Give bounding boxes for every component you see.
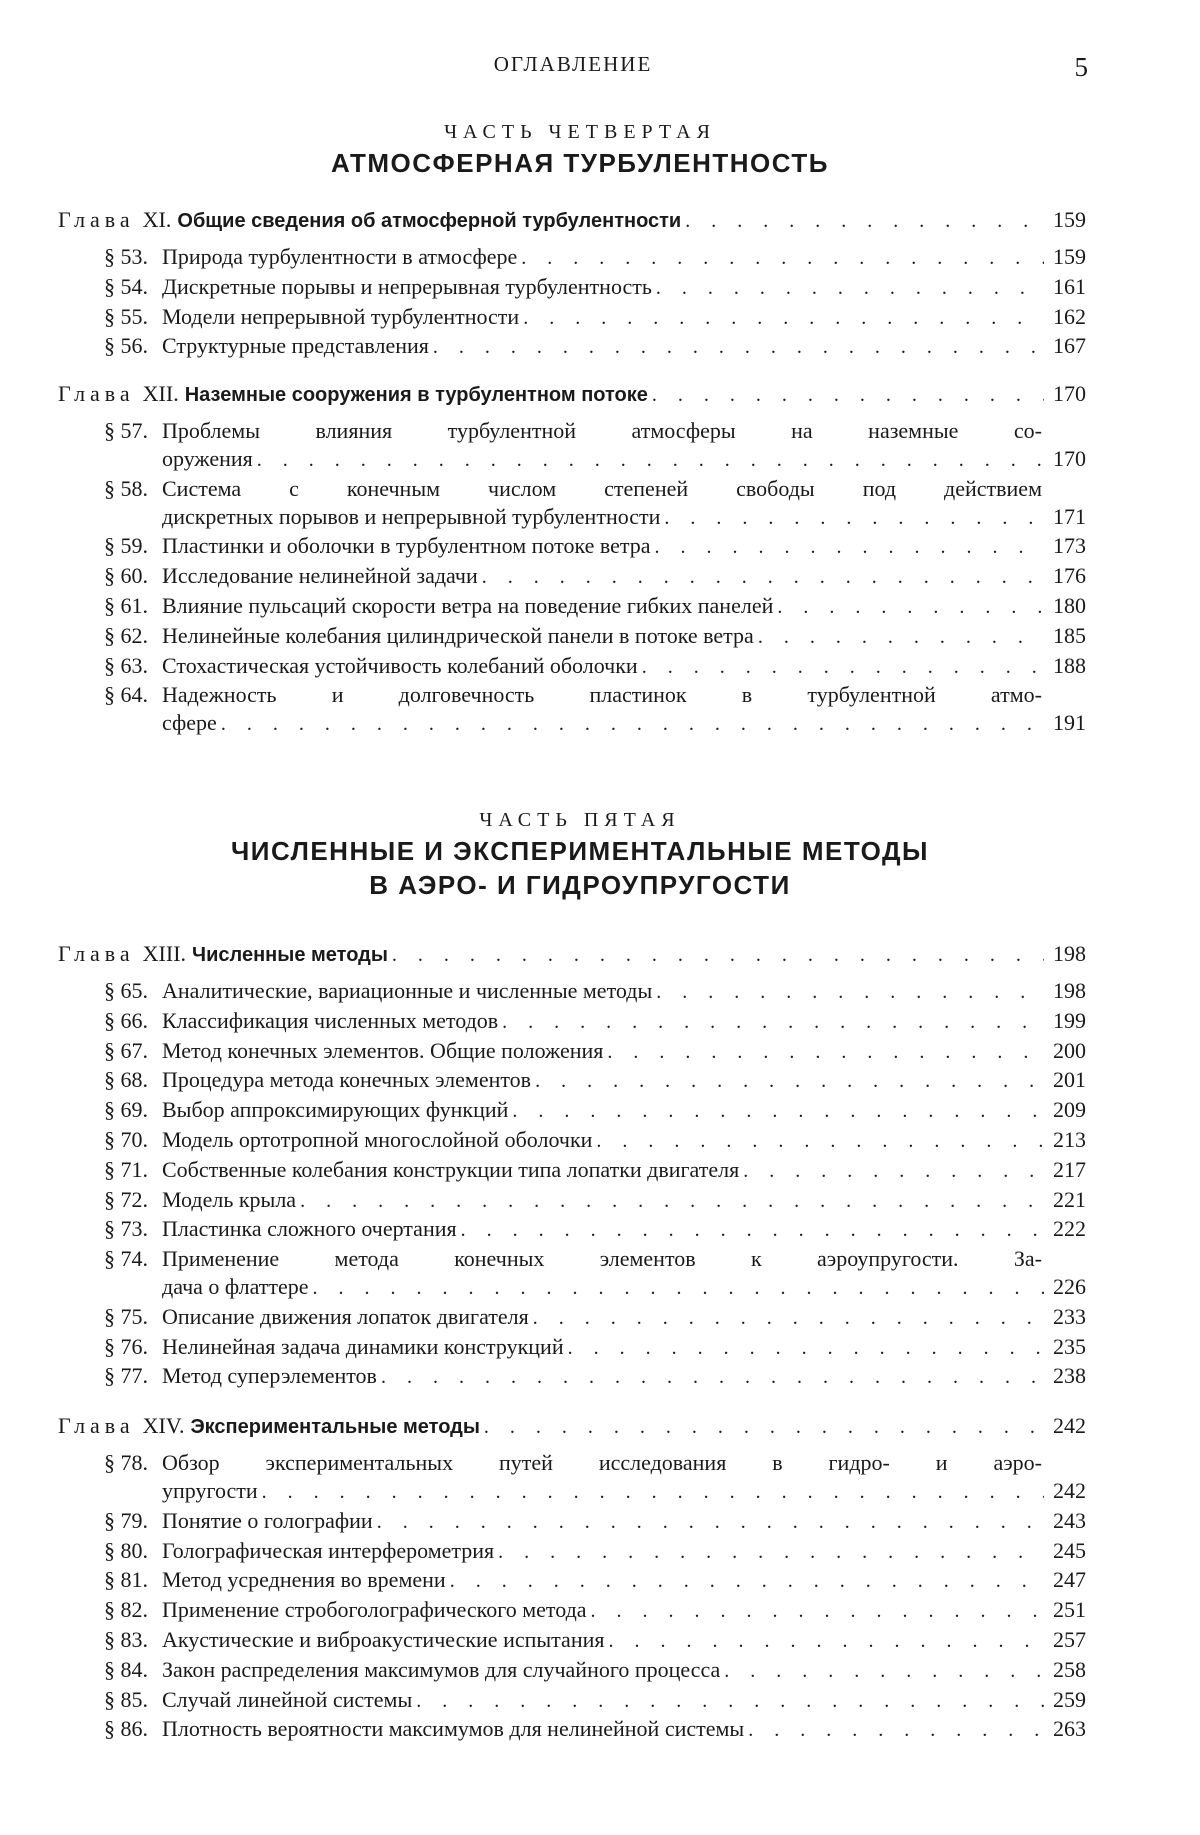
section-number: § 68.: [104, 1067, 148, 1093]
section-body: [162, 1362, 1086, 1392]
toc-entry: [58, 977, 1086, 1007]
section-title: Пластинки и оболочки в турбулентном потоке ветра: [162, 533, 651, 559]
toc-entry: [58, 1037, 1086, 1067]
dot-leader: [381, 1364, 1044, 1392]
section-body: [162, 332, 1086, 362]
dot-leader: [416, 1688, 1044, 1716]
part-title: ЧИСЛЕННЫЕ И ЭКСПЕРИМЕНТАЛЬНЫЕ МЕТОДЫ: [231, 836, 929, 866]
section-title-line1: Надежность и долговечность пластинок в турбулентной атмо-: [162, 682, 1042, 708]
section-page: 233: [1053, 1303, 1086, 1329]
toc-entry: [58, 273, 1086, 303]
dot-leader: [748, 1717, 1044, 1745]
page-number: 5: [1074, 52, 1088, 82]
section-number: § 55.: [104, 303, 148, 329]
dot-leader: [596, 1128, 1044, 1156]
section-title: Акустические и виброакустические испытания: [162, 1626, 605, 1652]
section-body: [162, 1333, 1086, 1363]
section-title: Процедура метода конечных элементов: [162, 1067, 532, 1093]
section-page: 251: [1053, 1597, 1086, 1623]
toc-entry: [58, 1007, 1086, 1037]
section-body: [162, 1656, 1086, 1686]
section-body: [162, 1507, 1086, 1537]
section-page: 259: [1053, 1686, 1086, 1712]
chapter-block: [58, 206, 1086, 362]
section-title: Влияние пульсаций скорости ветра на поведение гибких панелей: [162, 592, 774, 618]
section-number: § 74.: [104, 1246, 148, 1272]
section-body: [162, 303, 1086, 333]
chapter-title: Наземные сооружения в турбулентном потоке: [184, 384, 648, 407]
dot-leader: [656, 275, 1044, 303]
section-number: § 81.: [104, 1567, 148, 1593]
section-body: [162, 562, 1086, 592]
section-number: § 77.: [104, 1363, 148, 1389]
section-number: § 66.: [104, 1007, 148, 1033]
section-body: [162, 243, 1086, 273]
chapter-number: XIII.: [142, 941, 187, 966]
dot-leader: [502, 1009, 1044, 1037]
chapter-number: XI.: [142, 207, 172, 232]
toc-entry: [58, 1126, 1086, 1156]
chapter-prefix: Глава: [58, 381, 135, 407]
section-page: 167: [1053, 333, 1086, 359]
section-body: [162, 1156, 1086, 1186]
toc-entry: [58, 592, 1086, 622]
toc-entry: [58, 1186, 1086, 1216]
dot-leader: [521, 245, 1044, 273]
section-body: [162, 1037, 1086, 1067]
section-page: 200: [1053, 1037, 1086, 1063]
running-header: [58, 52, 1088, 86]
part-title: В АЭРО- И ГИДРОУПРУГОСТИ: [369, 870, 791, 900]
toc-entry: [58, 1245, 1086, 1303]
section-title-line1: Проблемы влияния турбулентной атмосферы на наземные со-: [162, 418, 1042, 444]
dot-leader: [523, 305, 1044, 333]
toc-entry: [58, 475, 1086, 533]
section-number: § 58.: [104, 475, 148, 501]
part-title: АТМОСФЕРНАЯ ТУРБУЛЕНТНОСТЬ: [331, 148, 829, 178]
section-title: Описание движения лопаток двигателя: [162, 1303, 529, 1329]
dot-leader: [568, 1335, 1044, 1363]
section-number: § 56.: [104, 333, 148, 359]
section-title-line2: [162, 709, 1086, 739]
toc-entry: [58, 1507, 1086, 1537]
toc-entry: [58, 1686, 1086, 1716]
section-title: упругости: [162, 1477, 258, 1503]
dot-leader: [652, 381, 1044, 409]
toc-entry: [58, 1333, 1086, 1363]
section-title: Модель ортотропной многослойной оболочки: [162, 1126, 593, 1152]
toc-entry: [58, 1156, 1086, 1186]
dot-leader: [512, 1098, 1044, 1126]
section-title: Структурные представления: [162, 333, 429, 359]
section-title: Нелинейная задача динамики конструкций: [162, 1333, 564, 1359]
section-page: 201: [1053, 1067, 1086, 1093]
section-number: § 69.: [104, 1097, 148, 1123]
section-body: [162, 1626, 1086, 1656]
chapter-prefix: Глава: [58, 941, 135, 966]
toc-entry: [58, 1596, 1086, 1626]
section-title: Дискретные порывы и непрерывная турбулентность: [162, 273, 652, 299]
section-number: § 71.: [104, 1156, 148, 1182]
dot-leader: [685, 207, 1044, 235]
section-list: [58, 977, 1086, 1392]
dot-leader: [533, 1305, 1044, 1333]
dot-leader: [743, 1158, 1044, 1186]
dot-leader: [433, 334, 1044, 362]
toc-entry: [58, 417, 1086, 475]
chapter-page: 159: [1053, 207, 1086, 232]
toc-entry: [58, 1715, 1086, 1745]
section-page: 247: [1053, 1567, 1086, 1593]
section-title: дача о флаттере: [162, 1273, 309, 1299]
dot-leader: [257, 447, 1044, 475]
toc-entry: [58, 1626, 1086, 1656]
dot-leader: [461, 1217, 1044, 1245]
section-title-line1: Обзор экспериментальных путей исследования в гидро- и аэро-: [162, 1450, 1042, 1476]
section-body: [162, 532, 1086, 562]
dot-leader: [377, 1509, 1044, 1537]
section-title: Пластинка сложного очертания: [162, 1216, 457, 1242]
dot-leader: [482, 564, 1044, 592]
section-title: Стохастическая устойчивость колебаний оболочки: [162, 652, 638, 678]
section-page: 242: [1053, 1477, 1086, 1503]
section-body: [162, 1215, 1086, 1245]
dot-leader: [724, 1658, 1044, 1686]
dot-leader: [498, 1539, 1044, 1567]
toc-entry: [58, 303, 1086, 333]
section-body: [162, 1686, 1086, 1716]
section-number: § 83.: [104, 1626, 148, 1652]
section-number: § 79.: [104, 1507, 148, 1533]
toc-entry: [58, 1303, 1086, 1333]
section-page: 238: [1053, 1363, 1086, 1389]
section-body: [162, 1245, 1086, 1303]
part-four-heading: [140, 118, 1020, 180]
chapter-title: Численные методы: [192, 944, 388, 966]
section-body: [162, 1007, 1086, 1037]
section-title: Нелинейные колебания цилиндрической панели в потоке ветра: [162, 622, 754, 648]
section-title: Классификация численных методов: [162, 1007, 499, 1033]
section-title: Аналитические, вариационные и численные методы: [162, 978, 653, 1003]
section-list: [58, 243, 1086, 362]
dot-leader: [642, 654, 1044, 682]
dot-leader: [758, 624, 1044, 652]
section-title-line2: [162, 1477, 1086, 1507]
section-number: § 54.: [104, 273, 148, 299]
chapter-heading: [58, 940, 1086, 969]
section-page: 245: [1053, 1537, 1086, 1563]
section-page: 221: [1053, 1186, 1086, 1212]
section-body: [162, 1303, 1086, 1333]
chapter-block: [58, 940, 1086, 1392]
section-title: Модели непрерывной турбулентности: [162, 303, 520, 329]
chapter-block: [58, 380, 1086, 739]
chapter-page: 242: [1053, 1413, 1086, 1439]
section-title: Собственные колебания конструкции типа лопатки двигателя: [162, 1156, 740, 1182]
section-title: Природа турбулентности в атмосфере: [162, 244, 518, 269]
section-body: [162, 681, 1086, 739]
section-title: Модель крыла: [162, 1186, 297, 1212]
section-title: Метод конечных элементов. Общие положения: [162, 1037, 604, 1063]
dot-leader: [392, 941, 1044, 969]
section-number: § 85.: [104, 1686, 148, 1712]
toc-entry: [58, 622, 1086, 652]
toc-entry: [58, 1215, 1086, 1245]
dot-leader: [313, 1275, 1044, 1303]
dot-leader: [535, 1068, 1044, 1096]
toc-entry: [58, 652, 1086, 682]
section-title: Случай линейной системы: [162, 1686, 413, 1712]
section-body: [162, 1566, 1086, 1596]
section-page: 162: [1053, 303, 1086, 329]
section-body: [162, 622, 1086, 652]
section-title-line2: [162, 445, 1086, 475]
toc-part-four: [58, 206, 1086, 739]
dot-leader: [655, 534, 1044, 562]
section-title: Плотность вероятности максимумов для нелинейной системы: [162, 1716, 745, 1742]
section-number: § 65.: [104, 978, 148, 1003]
section-title-line2: [162, 1273, 1086, 1303]
chapter-prefix: Глава: [58, 1413, 135, 1439]
section-page: 170: [1053, 445, 1086, 471]
section-body: [162, 1186, 1086, 1216]
section-page: 226: [1053, 1273, 1086, 1299]
section-number: § 60.: [104, 563, 148, 589]
section-body: [162, 1449, 1086, 1507]
section-number: § 86.: [104, 1716, 148, 1742]
section-page: 191: [1053, 710, 1086, 736]
part-five-heading: [140, 806, 1020, 902]
part-label: ЧАСТЬ ПЯТАЯ: [479, 809, 681, 831]
section-number: § 57.: [104, 418, 148, 444]
section-number: § 82.: [104, 1597, 148, 1623]
section-number: § 84.: [104, 1656, 148, 1682]
section-title: Закон распределения максимумов для случайного процесса: [162, 1656, 721, 1682]
section-page: 263: [1053, 1716, 1086, 1742]
section-body: [162, 652, 1086, 682]
chapter-heading: [58, 206, 1086, 235]
dot-leader: [591, 1598, 1044, 1626]
section-title: оружения: [162, 445, 253, 471]
section-number: § 53.: [104, 244, 148, 269]
chapter-page: 170: [1053, 381, 1086, 407]
section-page: 209: [1053, 1097, 1086, 1123]
section-title: сфере: [162, 710, 217, 736]
section-title-line2: [162, 503, 1086, 533]
section-number: § 62.: [104, 622, 148, 648]
toc-entry: [58, 1066, 1086, 1096]
toc-entry: [58, 1537, 1086, 1567]
section-page: 257: [1053, 1626, 1086, 1652]
section-body: [162, 1066, 1086, 1096]
section-number: § 63.: [104, 652, 148, 678]
section-body: [162, 475, 1086, 533]
dot-leader: [262, 1479, 1044, 1507]
section-list: [58, 1449, 1086, 1745]
section-body: [162, 592, 1086, 622]
section-page: 213: [1053, 1126, 1086, 1152]
toc-entry: [58, 1362, 1086, 1392]
dot-leader: [664, 505, 1044, 533]
section-body: [162, 1126, 1086, 1156]
chapter-page: 198: [1053, 941, 1086, 966]
section-page: 159: [1053, 244, 1086, 269]
section-body: [162, 273, 1086, 303]
section-body: [162, 1715, 1086, 1745]
section-page: 222: [1053, 1216, 1086, 1242]
toc-entry: [58, 1449, 1086, 1507]
section-title: Выбор аппроксимирующих функций: [162, 1097, 509, 1123]
dot-leader: [608, 1628, 1044, 1656]
section-title: Метод усреднения во времени: [162, 1567, 446, 1593]
section-page: 188: [1053, 652, 1086, 678]
section-page: 243: [1053, 1507, 1086, 1533]
section-page: 173: [1053, 533, 1086, 559]
section-list: [58, 417, 1086, 739]
chapter-number: XII.: [142, 381, 179, 407]
dot-leader: [656, 979, 1044, 1007]
dot-leader: [607, 1039, 1044, 1067]
running-title: ОГЛАВЛЕНИЕ: [493, 52, 653, 76]
section-body: [162, 1537, 1086, 1567]
section-body: [162, 417, 1086, 475]
section-number: § 64.: [104, 682, 148, 708]
section-page: 235: [1053, 1333, 1086, 1359]
chapter-heading: [58, 380, 1086, 409]
section-number: § 67.: [104, 1037, 148, 1063]
section-number: § 80.: [104, 1537, 148, 1563]
chapter-prefix: Глава: [58, 207, 135, 232]
section-title: Метод суперэлементов: [162, 1363, 377, 1389]
section-title-line1: Применение метода конечных элементов к аэроупругости. За-: [162, 1246, 1042, 1272]
section-title: Применение стробоголографического метода: [162, 1597, 587, 1623]
section-title: Исследование нелинейной задачи: [162, 563, 478, 589]
section-page: 161: [1053, 273, 1086, 299]
toc-entry: [58, 1656, 1086, 1686]
section-title: Голографическая интерферометрия: [162, 1537, 495, 1563]
section-body: [162, 977, 1086, 1007]
section-number: § 76.: [104, 1333, 148, 1359]
part-label: ЧАСТЬ ЧЕТВЕРТАЯ: [444, 121, 716, 143]
toc-entry: [58, 1566, 1086, 1596]
section-page: 176: [1053, 563, 1086, 589]
dot-leader: [777, 594, 1044, 622]
toc-entry: [58, 681, 1086, 739]
section-number: § 59.: [104, 533, 148, 559]
toc-entry: [58, 562, 1086, 592]
dot-leader: [450, 1568, 1044, 1596]
section-title: Понятие о голографии: [162, 1507, 373, 1533]
section-page: 185: [1053, 622, 1086, 648]
section-page: 199: [1053, 1007, 1086, 1033]
section-title-line1: Система с конечным числом степеней свободы под действием: [162, 475, 1042, 501]
section-title: дискретных порывов и непрерывной турбулентности: [162, 503, 661, 529]
section-number: § 75.: [104, 1303, 148, 1329]
chapter-number: XIV.: [142, 1413, 185, 1439]
section-number: § 70.: [104, 1126, 148, 1152]
section-number: § 61.: [104, 592, 148, 618]
chapter-block: [58, 1412, 1086, 1745]
dot-leader: [300, 1188, 1044, 1216]
dot-leader: [221, 711, 1044, 739]
toc-entry: [58, 243, 1086, 273]
toc-part-five: [58, 940, 1086, 1745]
section-page: 198: [1053, 978, 1086, 1003]
dot-leader: [484, 1413, 1044, 1441]
section-number: § 73.: [104, 1216, 148, 1242]
section-body: [162, 1096, 1086, 1126]
chapter-heading: [58, 1412, 1086, 1441]
chapter-title: Экспериментальные методы: [190, 1416, 480, 1439]
section-number: § 78.: [104, 1450, 148, 1476]
section-body: [162, 1596, 1086, 1626]
toc-entry: [58, 332, 1086, 362]
toc-entry: [58, 532, 1086, 562]
section-page: 258: [1053, 1656, 1086, 1682]
section-number: § 72.: [104, 1186, 148, 1212]
section-page: 180: [1053, 592, 1086, 618]
section-page: 171: [1053, 503, 1086, 529]
chapter-title: Общие сведения об атмосферной турбулентности: [177, 210, 682, 232]
section-page: 217: [1053, 1156, 1086, 1182]
toc-entry: [58, 1096, 1086, 1126]
